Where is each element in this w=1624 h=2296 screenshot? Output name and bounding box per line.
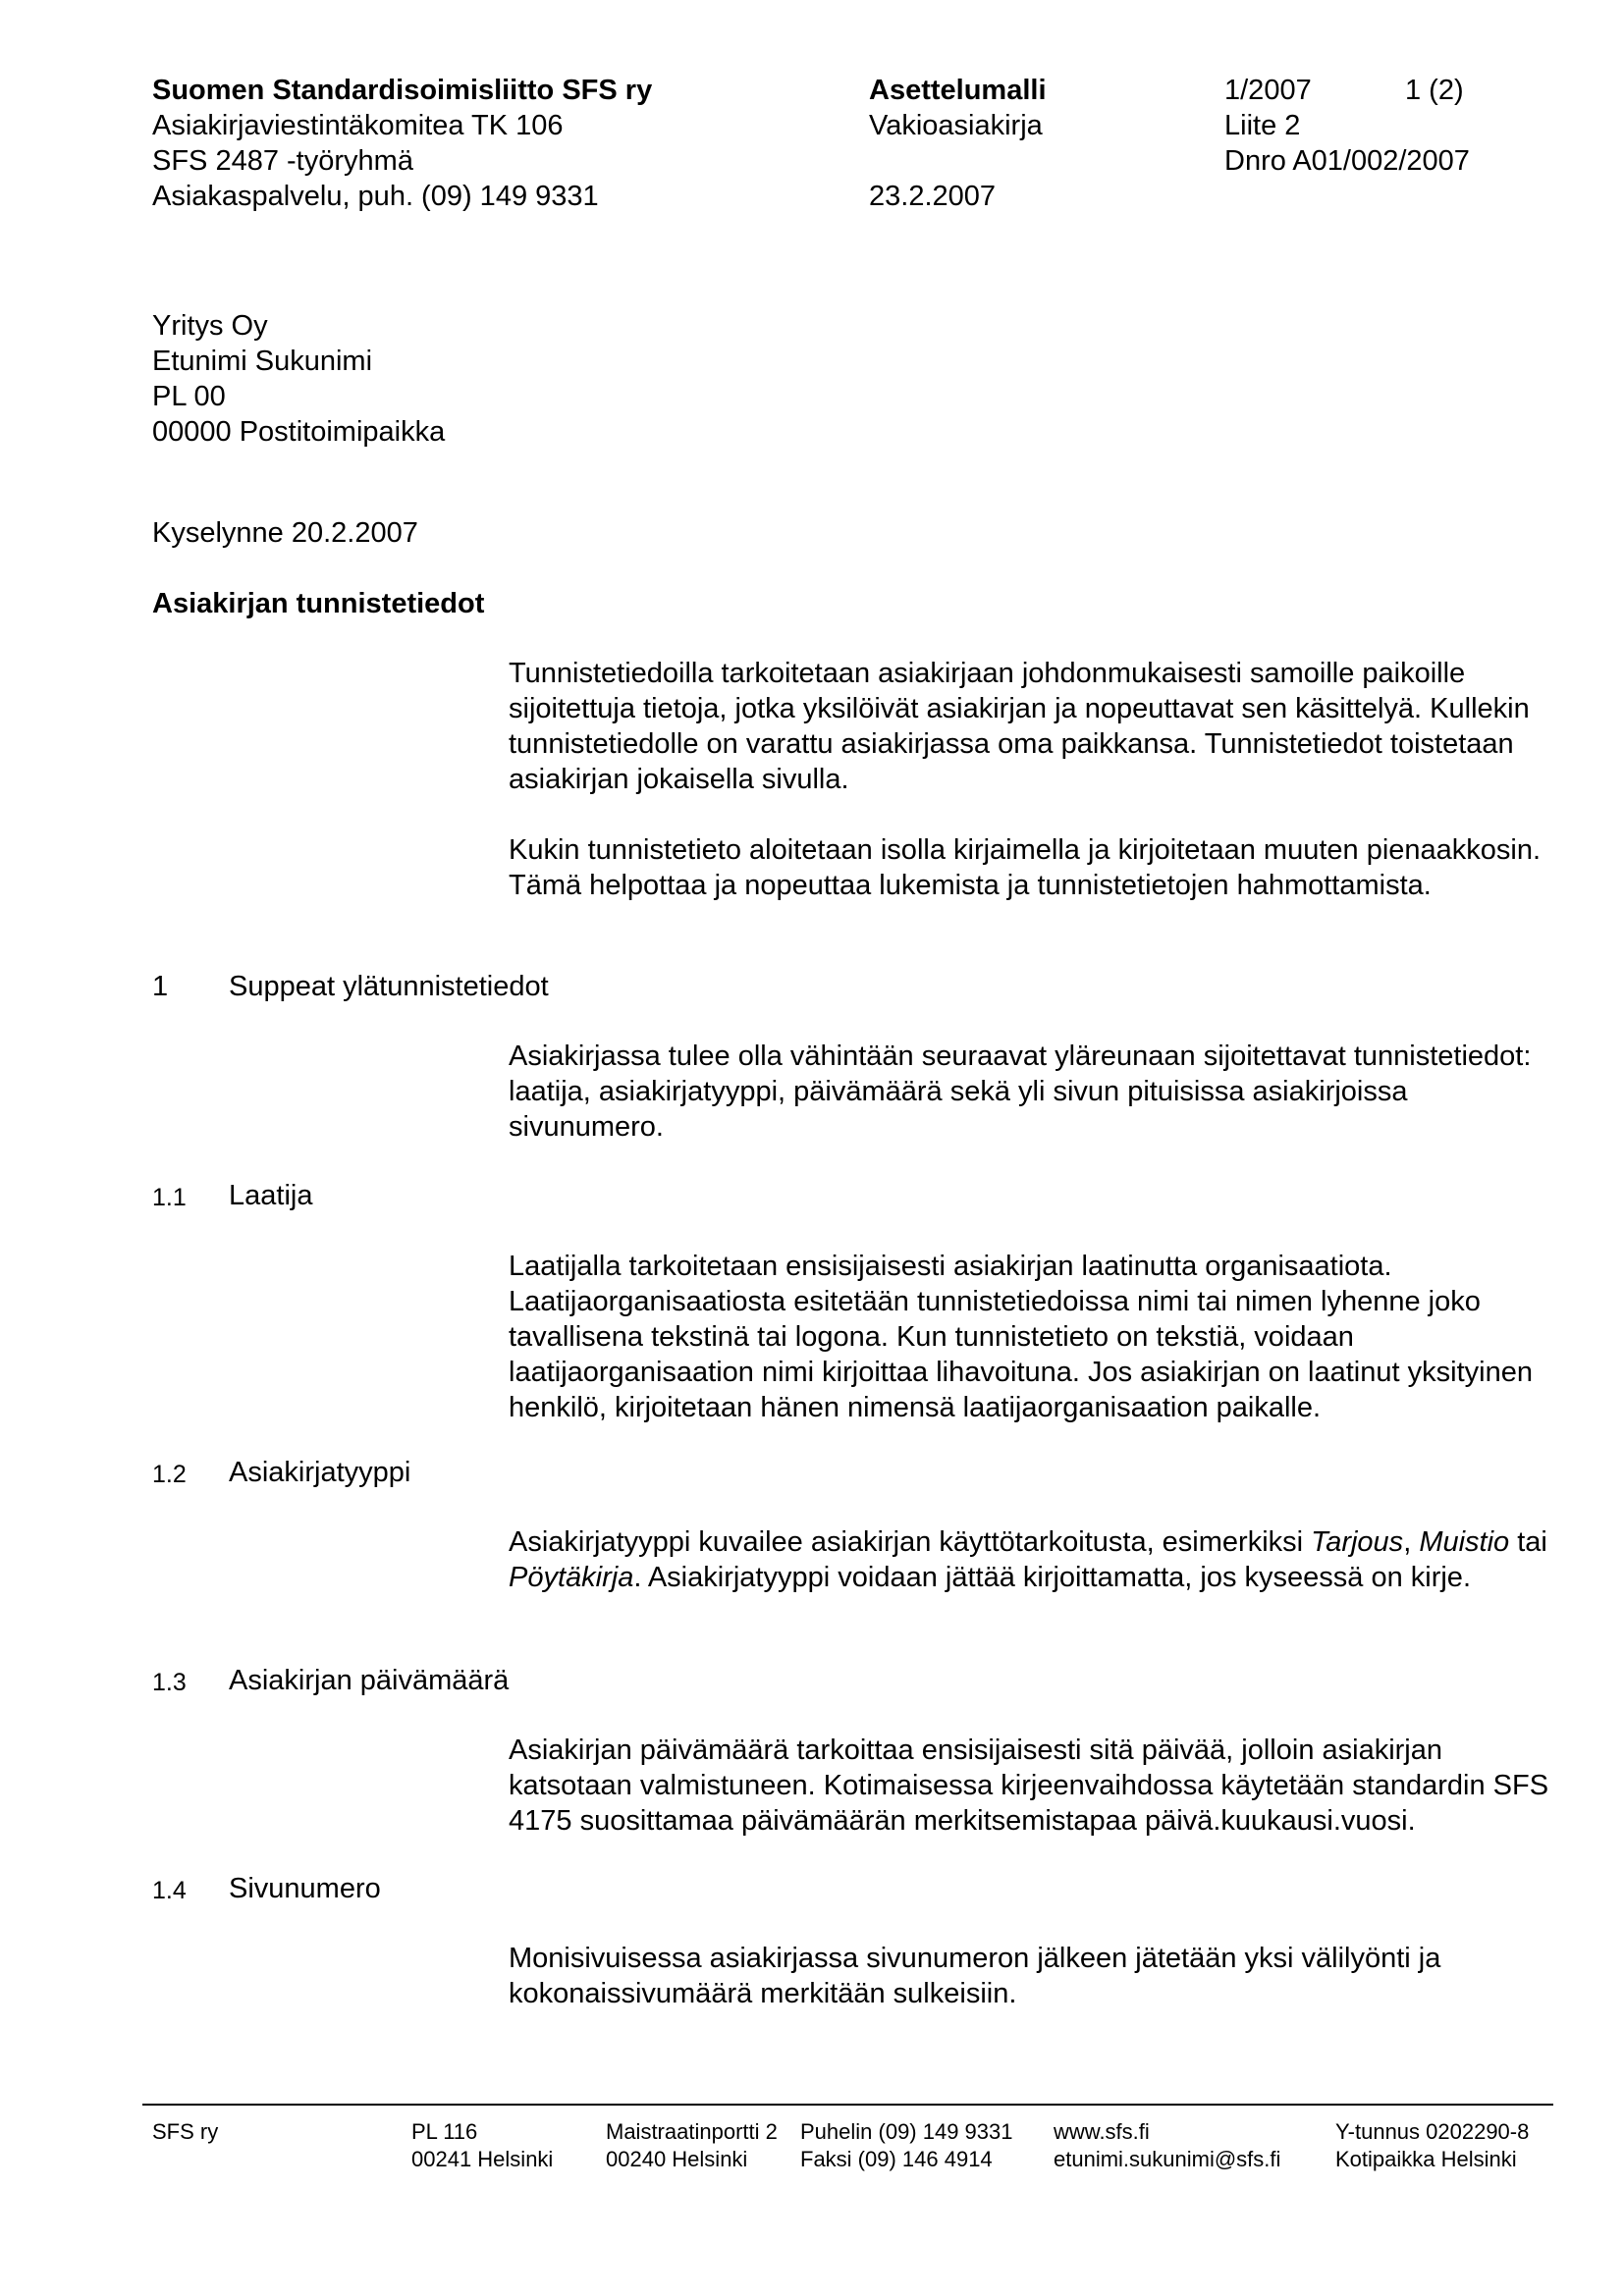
footer-street-city: 00240 Helsinki xyxy=(606,2147,748,2171)
header-committee: Asiakirjaviestintäkomitea TK 106 xyxy=(152,110,564,141)
text-segment: , xyxy=(1403,1526,1420,1558)
header-attachment: Liite 2 xyxy=(1224,110,1301,141)
header-doctype-block xyxy=(869,73,1047,214)
footer-phone-block xyxy=(800,2118,1013,2173)
section-title: Sivunumero xyxy=(229,1873,381,1904)
footer-web-block xyxy=(1054,2118,1280,2173)
footer-domicile: Kotipaikka Helsinki xyxy=(1335,2147,1517,2171)
section-number: 1.4 xyxy=(152,1877,187,1904)
text-segment: Asiakirjatyyppi kuvailee asiakirjan käyttötarkoitusta, esimerkiksi xyxy=(509,1526,1312,1558)
section-title: Laatija xyxy=(229,1180,313,1211)
header-sender-block xyxy=(152,73,652,214)
header-spacer xyxy=(869,143,1047,179)
header-dnro: Dnro A01/002/2007 xyxy=(1224,145,1470,177)
header-number: 1/2007 xyxy=(1224,75,1312,106)
header-page-number: 1 (2) xyxy=(1405,75,1464,106)
intro-text-2: Kukin tunnistetieto aloitetaan isolla kirjaimella ja kirjoitetaan muuten pienaakkosin. Tämä helpottaa ja nopeuttaa lukemista ja tunnistetietojen hahmottamista. xyxy=(509,834,1542,901)
example-muistio: Muistio xyxy=(1419,1526,1510,1558)
section-number: 1.2 xyxy=(152,1461,187,1488)
footer-web: www.sfs.fi xyxy=(1054,2119,1150,2144)
header-doc-subtype: Vakioasiakirja xyxy=(869,110,1043,141)
footer-fax: Faksi (09) 146 4914 xyxy=(800,2147,993,2171)
section-1-3-paragraph xyxy=(509,1733,1569,1839)
section-title: Asiakirjatyyppi xyxy=(229,1457,411,1488)
footer-org-name: SFS ry xyxy=(152,2119,219,2144)
section-number: 1 xyxy=(152,971,169,1002)
footer-pl-city: 00241 Helsinki xyxy=(411,2147,554,2171)
header-doc-type: Asettelumalli xyxy=(869,75,1047,106)
section-title: Asiakirjan päivämäärä xyxy=(229,1665,510,1696)
header-org: Suomen Standardisoimisliitto SFS ry xyxy=(152,75,653,106)
recipient-postal: 00000 Postitoimipaikka xyxy=(152,416,446,448)
section-1-4-paragraph xyxy=(509,1941,1569,2011)
reference-line: Kyselynne 20.2.2007 xyxy=(152,517,418,549)
recipient-name: Etunimi Sukunimi xyxy=(152,346,373,377)
recipient-po-box: PL 00 xyxy=(152,381,226,412)
section-number: 1.3 xyxy=(152,1669,187,1696)
intro-text-1: Tunnistetiedoilla tarkoitetaan asiakirjaan johdonmukaisesti samoille paikoille sijoitettuja tietoja, jotka yksilöivät asiakirjan ja nopeuttavat sen käsittelyä. Kullekin tunnistetiedolle on varattu asiakirjassa oma paikkansa. Tunnistetiedot toistetaan asiakirjan jokaisella sivulla. xyxy=(509,658,1530,795)
footer-org xyxy=(152,2118,218,2146)
section-1-text: Asiakirjassa tulee olla vähintään seuraavat yläreunaan sijoitettavat tunnistetiedot: laatija, asiakirjatyyppi, päivämäärä sekä yli sivun pituisissa asiakirjoissa sivunumero. xyxy=(509,1041,1532,1143)
intro-paragraph-2 xyxy=(509,832,1569,903)
example-poytakirja: Pöytäkirja xyxy=(509,1562,634,1593)
text-segment: . Asiakirjatyyppi voidaan jättää kirjoittamatta, jos kyseessä on kirje. xyxy=(633,1562,1471,1593)
section-1-paragraph xyxy=(509,1039,1569,1145)
section-1-2-paragraph xyxy=(509,1524,1569,1595)
footer-street: Maistraatinportti 2 xyxy=(606,2119,778,2144)
intro-paragraph-1 xyxy=(509,656,1569,797)
header-date: 23.2.2007 xyxy=(869,181,997,212)
document-title: Asiakirjan tunnistetiedot xyxy=(152,588,485,619)
section-1-1-text: Laatijalla tarkoitetaan ensisijaisesti asiakirjan laatinutta organisaatiota. Laatijaorganisaatiosta esitetään tunnistetiedoissa nimi tai nimen lyhenne joko tavallisena tekstinä tai logona. Kun tunnistetieto on tekstiä, voidaan laatijaorganisaation nimi kirjoittaa lihavoituna. Jos asiakirjan on laatinut yksityinen henkilö, kirjoitetaan hänen nimensä laatijaorganisaation paikalle. xyxy=(509,1251,1533,1423)
section-1-1-paragraph xyxy=(509,1249,1569,1425)
recipient-address xyxy=(152,308,445,450)
footer-postal-address xyxy=(411,2118,553,2173)
section-1-4-text: Monisivuisessa asiakirjassa sivunumeron jälkeen jätetään yksi välilyönti ja kokonaissivumäärä merkitään sulkeisiin. xyxy=(509,1943,1441,2009)
header-service: Asiakaspalvelu, puh. (09) 149 9331 xyxy=(152,181,599,212)
footer-ytunnus: Y-tunnus 0202290-8 xyxy=(1335,2119,1530,2144)
section-number: 1.1 xyxy=(152,1184,187,1211)
recipient-company: Yritys Oy xyxy=(152,310,268,342)
section-1-3-text: Asiakirjan päivämäärä tarkoittaa ensisijaisesti sitä päivää, jolloin asiakirjan katsotaan valmistuneen. Kotimaisessa kirjeenvaihdossa käytetään standardin SFS 4175 suosittamaa päivämäärän merkitsemistapaa päivä.kuukausi.vuosi. xyxy=(509,1735,1549,1837)
footer-phone: Puhelin (09) 149 9331 xyxy=(800,2119,1013,2144)
footer-divider xyxy=(142,2104,1553,2106)
footer-email: etunimi.sukunimi@sfs.fi xyxy=(1054,2147,1281,2171)
section-title: Suppeat ylätunnistetiedot xyxy=(229,971,549,1002)
footer-street-address xyxy=(606,2118,778,2173)
footer-company-block xyxy=(1335,2118,1529,2173)
header-group: SFS 2487 -työryhmä xyxy=(152,145,413,177)
footer-pl: PL 116 xyxy=(411,2119,478,2144)
section-1-2-text xyxy=(509,1524,1569,1595)
text-segment: tai xyxy=(1509,1526,1547,1558)
example-tarjous: Tarjous xyxy=(1311,1526,1404,1558)
